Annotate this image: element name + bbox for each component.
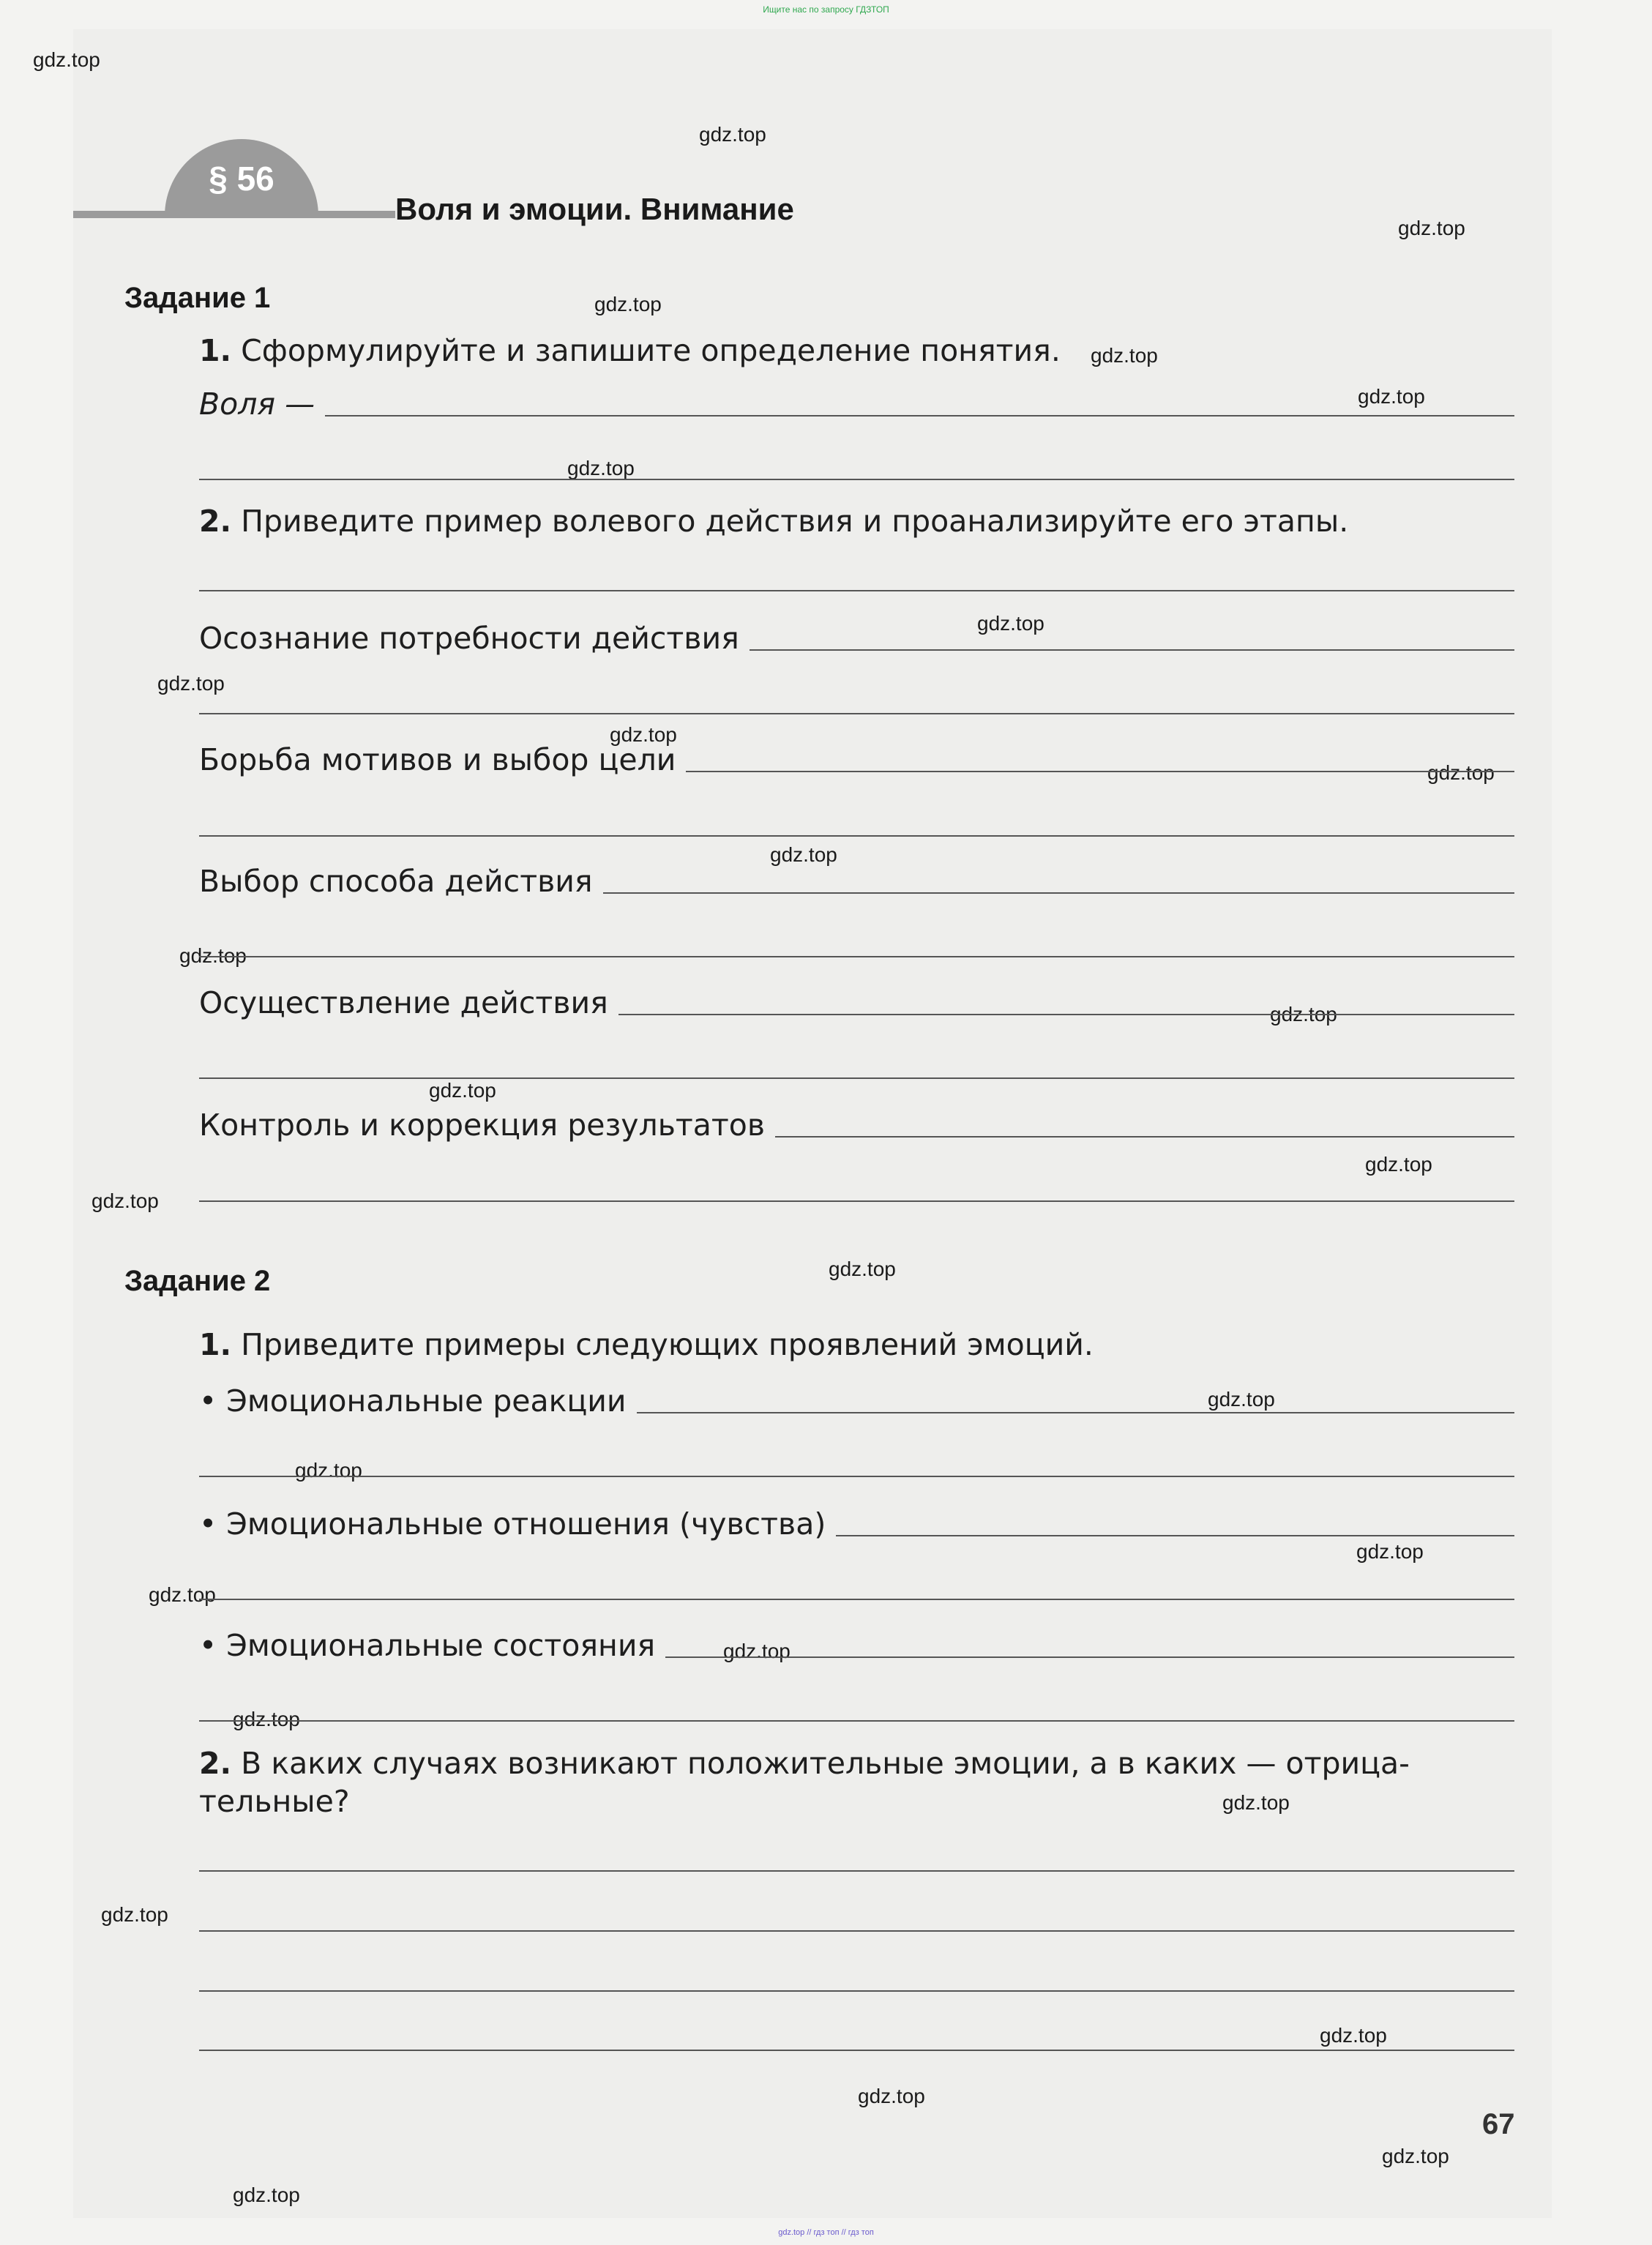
- definition-row: [199, 386, 1514, 422]
- stage-label: Контроль и коррекция результатов: [199, 1107, 766, 1143]
- page-number: 67: [1482, 2108, 1515, 2140]
- answer-line[interactable]: [199, 1200, 1514, 1202]
- task1-title: Задание 1: [124, 282, 271, 314]
- watermark: gdz.top: [1320, 2024, 1387, 2047]
- emotion-label: • Эмоциональные отношения (чувства): [199, 1506, 826, 1542]
- task2-question2-text: В каких случаях возникают положительные эмоции, а в каких — отрица-: [241, 1746, 1410, 1781]
- emotion-label: • Эмоциональные реакции: [199, 1383, 627, 1419]
- watermark: gdz.top: [429, 1079, 496, 1102]
- answer-line[interactable]: [199, 590, 1514, 591]
- stage-row: [199, 1107, 1514, 1143]
- watermark: gdz.top: [1208, 1388, 1275, 1411]
- emotion-row: [199, 1628, 1514, 1663]
- answer-line[interactable]: [199, 1599, 1514, 1600]
- watermark: gdz.top: [179, 944, 247, 967]
- watermark: gdz.top: [101, 1903, 168, 1926]
- answer-line[interactable]: [665, 1656, 1514, 1658]
- stage-label: Выбор способа действия: [199, 864, 593, 899]
- watermark: gdz.top: [1356, 1540, 1424, 1563]
- watermark: gdz.top: [567, 457, 635, 479]
- watermark: gdz.top: [1358, 385, 1425, 408]
- answer-line[interactable]: [199, 1476, 1514, 1477]
- task2-question2-continued: тельные?: [199, 1784, 350, 1819]
- watermark: gdz.top: [91, 1189, 159, 1212]
- watermark: gdz.top: [699, 123, 766, 146]
- watermark: gdz.top: [1398, 217, 1465, 239]
- answer-line[interactable]: [199, 835, 1514, 837]
- answer-line[interactable]: [199, 479, 1514, 480]
- answer-line[interactable]: [618, 1014, 1514, 1015]
- stage-row: [199, 985, 1514, 1020]
- watermark: gdz.top: [610, 723, 677, 746]
- answer-line[interactable]: [199, 1077, 1514, 1079]
- task2-question2: [199, 1746, 1410, 1781]
- watermark: gdz.top: [149, 1583, 216, 1606]
- answer-line[interactable]: [637, 1412, 1514, 1413]
- watermark: gdz.top: [33, 48, 100, 71]
- answer-line[interactable]: [775, 1136, 1514, 1138]
- answer-line[interactable]: [199, 1990, 1514, 1992]
- answer-line[interactable]: [686, 771, 1514, 772]
- watermark: gdz.top: [233, 2184, 300, 2206]
- emotion-row: [199, 1383, 1514, 1419]
- stage-label: Осуществление действия: [199, 985, 608, 1020]
- task1-question2: [199, 504, 1348, 539]
- watermark: gdz.top: [1091, 344, 1158, 367]
- stage-row: [199, 742, 1514, 777]
- answer-line[interactable]: [325, 415, 1514, 416]
- watermark: gdz.top: [1222, 1791, 1290, 1814]
- stage-label: Осознание потребности действия: [199, 621, 739, 656]
- watermark: gdz.top: [829, 1258, 896, 1280]
- task2-question2-number: 2.: [199, 1746, 232, 1781]
- answer-line[interactable]: [603, 892, 1514, 894]
- emotion-row: [199, 1506, 1514, 1542]
- watermark: gdz.top: [1270, 1003, 1337, 1026]
- watermark: gdz.top: [594, 293, 662, 315]
- watermark: gdz.top: [1427, 761, 1495, 784]
- answer-line[interactable]: [199, 2050, 1514, 2051]
- answer-line[interactable]: [199, 956, 1514, 957]
- task1-question1-number: 1.: [199, 333, 232, 368]
- term-label: Воля —: [199, 386, 315, 422]
- watermark: gdz.top: [295, 1459, 362, 1482]
- top-banner: Ищите нас по запросу ГДЗТОП: [763, 4, 889, 15]
- task1-question1-text: Сформулируйте и запишите определение понятия.: [241, 333, 1061, 368]
- task2-question1-text: Приведите примеры следующих проявлений эмоций.: [241, 1327, 1094, 1362]
- answer-line[interactable]: [199, 1870, 1514, 1872]
- page-title: Воля и эмоции. Внимание: [395, 192, 794, 226]
- answer-line[interactable]: [836, 1535, 1514, 1536]
- stage-label: Борьба мотивов и выбор цели: [199, 742, 676, 777]
- task2-question1: [199, 1327, 1094, 1362]
- watermark: gdz.top: [770, 843, 837, 866]
- answer-line[interactable]: [199, 1720, 1514, 1722]
- task1-question2-text: Приведите пример волевого действия и проанализируйте его этапы.: [241, 504, 1349, 539]
- answer-line[interactable]: [199, 1930, 1514, 1932]
- watermark: gdz.top: [723, 1640, 791, 1662]
- watermark: gdz.top: [1382, 2145, 1449, 2167]
- section-badge: § 56: [165, 139, 318, 218]
- answer-line[interactable]: [750, 649, 1514, 651]
- task1-question2-number: 2.: [199, 504, 232, 539]
- watermark: gdz.top: [157, 672, 225, 695]
- watermark: gdz.top: [858, 2085, 925, 2107]
- watermark: gdz.top: [977, 612, 1044, 635]
- task1-question1: [199, 333, 1061, 368]
- bottom-banner: gdz.top // гдз топ // гдз топ: [778, 2228, 874, 2237]
- watermark: gdz.top: [1365, 1153, 1432, 1176]
- emotion-label: • Эмоциональные состояния: [199, 1628, 656, 1663]
- answer-line[interactable]: [199, 713, 1514, 714]
- watermark: gdz.top: [233, 1708, 300, 1730]
- stage-row: [199, 864, 1514, 899]
- task2-question1-number: 1.: [199, 1327, 232, 1362]
- task2-title: Задание 2: [124, 1265, 271, 1297]
